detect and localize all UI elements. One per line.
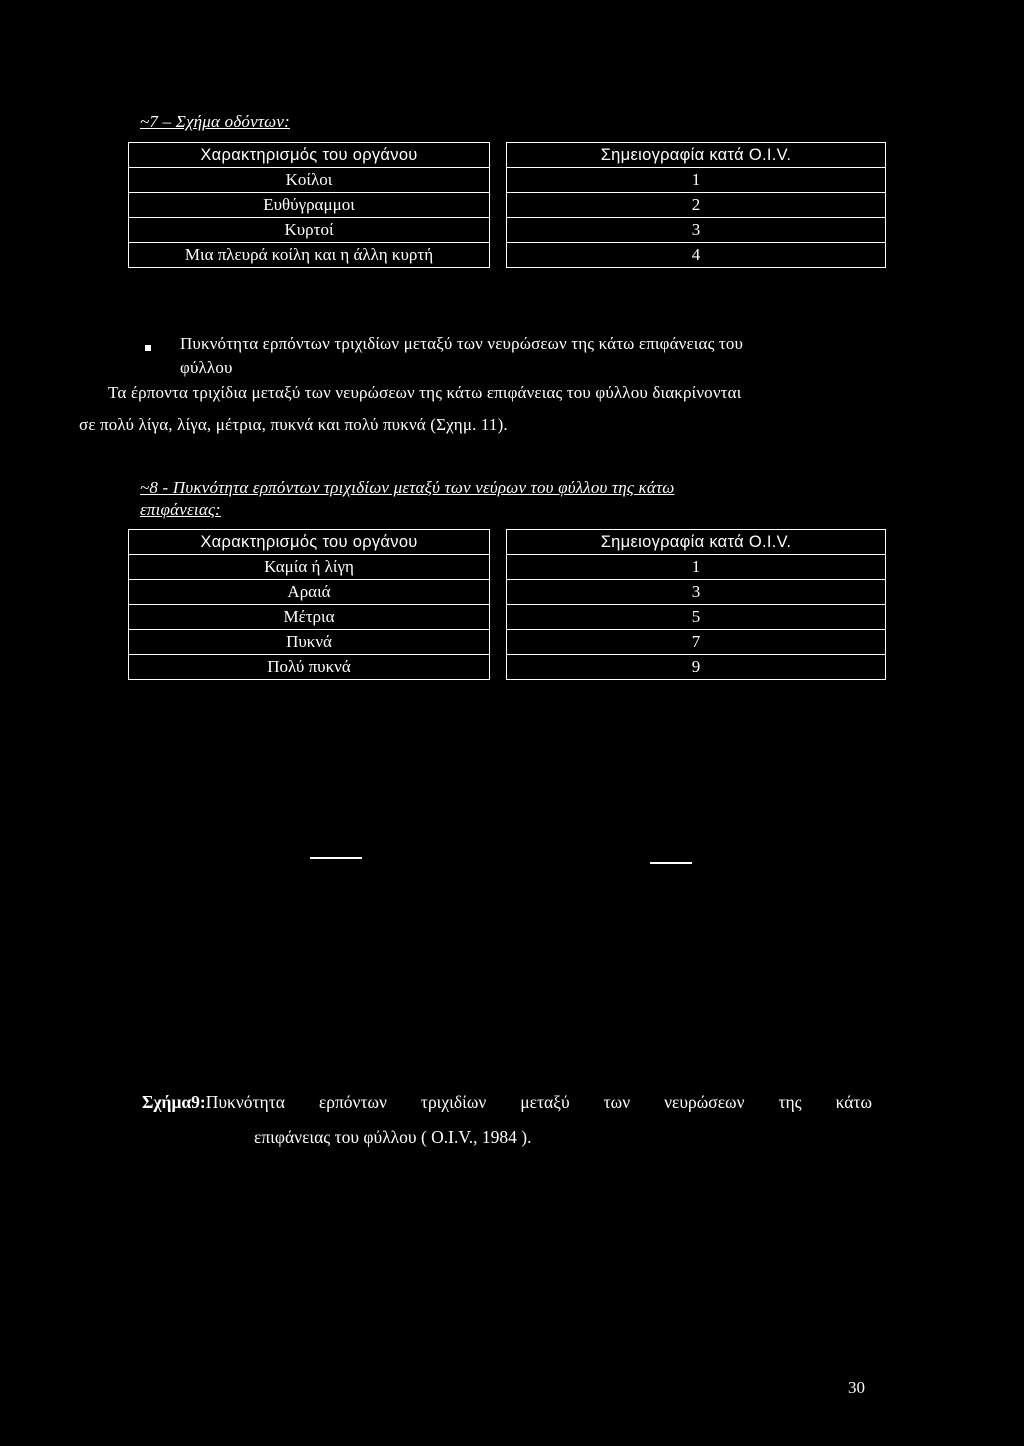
column-gap [490, 655, 507, 680]
caption-word: της [778, 1092, 802, 1112]
caption-word: κάτω [835, 1092, 872, 1112]
row-code: 5 [507, 605, 886, 630]
row-code: 9 [507, 655, 886, 680]
table-row [129, 655, 886, 680]
hair-density-table [128, 529, 886, 680]
bullet-title-line2: φύλλου [180, 358, 233, 377]
caption-word: των [603, 1092, 631, 1112]
bullet-title-line1: Πυκνότητα ερπόντων τριχιδίων μεταξύ των νευρώσεων της κάτω επιφάνειας του [180, 334, 744, 353]
col2-header: Σημειογραφία κατά Ο.Ι.V. [507, 530, 886, 555]
table-row [129, 605, 886, 630]
col2-header: Σημειογραφία κατά Ο.Ι.V. [507, 143, 886, 168]
row-code: 3 [507, 218, 886, 243]
table-row [129, 630, 886, 655]
column-gap [490, 193, 507, 218]
row-code: 1 [507, 555, 886, 580]
row-label: Κοίλοι [129, 168, 490, 193]
table-row [129, 168, 886, 193]
column-gap [490, 555, 507, 580]
column-gap [490, 630, 507, 655]
figure-mark-right [650, 862, 692, 864]
teeth-shape-table [128, 142, 886, 268]
section7-heading: ~7 – Σχήμα οδόντων: [140, 112, 290, 131]
figure-mark-left [310, 857, 362, 859]
section8-heading-line2: επιφάνειας: [140, 500, 221, 519]
row-label: Πυκνά [129, 630, 490, 655]
table-row [129, 555, 886, 580]
row-label: Καμία ή λίγη [129, 555, 490, 580]
section8-heading-line1: ~8 - Πυκνότητα ερπόντων τριχιδίων μεταξύ των νεύρων του φύλλου της κάτω [140, 478, 675, 497]
row-label: Μια πλευρά κοίλη και η άλλη κυρτή [129, 243, 490, 268]
table-row [129, 580, 886, 605]
table-header-row [129, 143, 886, 168]
row-label: Μέτρια [129, 605, 490, 630]
column-gap [490, 605, 507, 630]
column-gap [490, 218, 507, 243]
row-code: 3 [507, 580, 886, 605]
table-row [129, 193, 886, 218]
table-row [129, 218, 886, 243]
row-code: 2 [507, 193, 886, 218]
page-number: 30 [848, 1378, 865, 1397]
table-row [129, 243, 886, 268]
caption-word: τριχιδίων [420, 1092, 487, 1112]
row-code: 4 [507, 243, 886, 268]
row-code: 7 [507, 630, 886, 655]
column-gap [490, 580, 507, 605]
figure-caption-line1 [142, 1092, 872, 1113]
paragraph-line2: σε πολύ λίγα, λίγα, μέτρια, πυκνά και πολύ πυκνά (Σχημ. 11). [79, 415, 508, 434]
figure-caption-line2: επιφάνειας του φύλλου ( Ο.Ι.V., 1984 ). [254, 1127, 532, 1147]
row-label: Ευθύγραμμοι [129, 193, 490, 218]
caption-word: Πυκνότητα [205, 1092, 285, 1112]
column-gap [490, 168, 507, 193]
column-gap [490, 530, 507, 555]
bullet-icon [145, 345, 151, 351]
caption-word: νευρώσεων [664, 1092, 745, 1112]
table-header-row [129, 530, 886, 555]
caption-word: ερπόντων [318, 1092, 387, 1112]
row-code: 1 [507, 168, 886, 193]
figure-caption-label: Σχήμα9: [142, 1092, 206, 1112]
column-gap [490, 243, 507, 268]
column-gap [490, 143, 507, 168]
caption-word: μεταξύ [520, 1092, 570, 1112]
col1-header: Χαρακτηρισμός του οργάνου [129, 143, 490, 168]
row-label: Αραιά [129, 580, 490, 605]
paragraph-line1: Τα έρποντα τριχίδια μεταξύ των νευρώσεων της κάτω επιφάνειας του φύλλου διακρίνονται [108, 383, 742, 402]
col1-header: Χαρακτηρισμός του οργάνου [129, 530, 490, 555]
row-label: Πολύ πυκνά [129, 655, 490, 680]
row-label: Κυρτοί [129, 218, 490, 243]
